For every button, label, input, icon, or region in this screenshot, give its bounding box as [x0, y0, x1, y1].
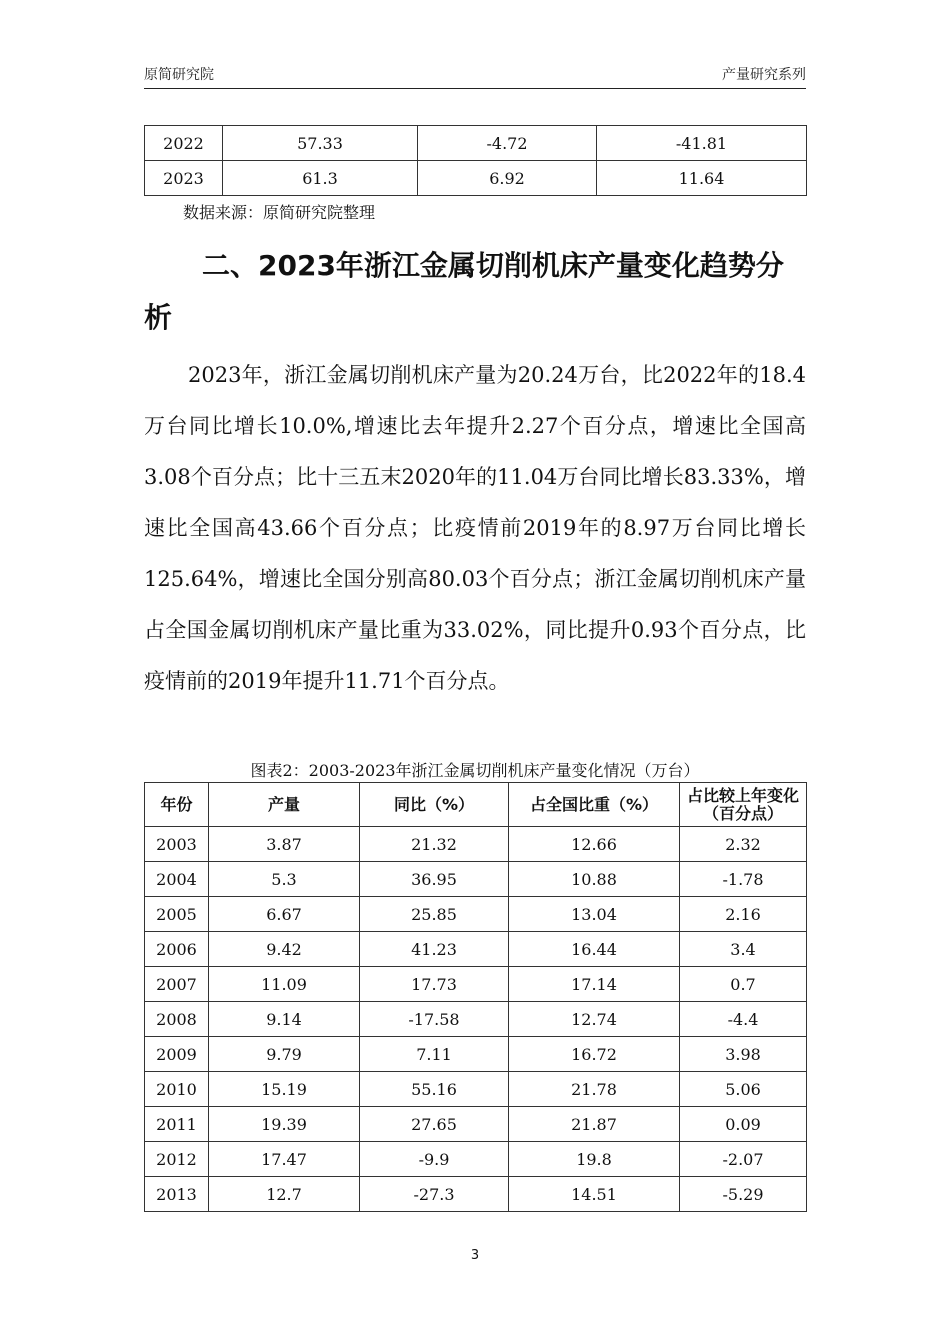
- header-org: 原简研究院: [144, 67, 214, 83]
- table-cell: 2006: [145, 932, 209, 967]
- table-cell: 25.85: [360, 897, 509, 932]
- table-cell: 15.19: [209, 1072, 360, 1107]
- table-cell: 3.98: [680, 1037, 807, 1072]
- table-cell: -17.58: [360, 1002, 509, 1037]
- table-cell: 21.78: [509, 1072, 680, 1107]
- table-cell: 21.87: [509, 1107, 680, 1142]
- table-cell: 11.64: [597, 161, 807, 196]
- table-cell: -27.3: [360, 1177, 509, 1212]
- table-cell: 2011: [145, 1107, 209, 1142]
- table-cell: -2.07: [680, 1142, 807, 1177]
- table-cell: 2009: [145, 1037, 209, 1072]
- table-row: [145, 1002, 807, 1037]
- table-row: [145, 1142, 807, 1177]
- table-cell: -41.81: [597, 126, 807, 161]
- table-cell: 2005: [145, 897, 209, 932]
- table-cell: 2.32: [680, 827, 807, 862]
- table-continued: [144, 125, 807, 196]
- table-cell: 13.04: [509, 897, 680, 932]
- page-number: 3: [470, 1248, 480, 1263]
- table-cell: 6.92: [418, 161, 597, 196]
- table-row: [145, 1107, 807, 1142]
- table-cell: -9.9: [360, 1142, 509, 1177]
- table-row: [145, 827, 807, 862]
- table-cell: 10.88: [509, 862, 680, 897]
- table-row: [145, 1072, 807, 1107]
- table-cell: -4.4: [680, 1002, 807, 1037]
- table-cell: 2004: [145, 862, 209, 897]
- table-cell: 2.16: [680, 897, 807, 932]
- table-cell: 2012: [145, 1142, 209, 1177]
- table-cell: 17.73: [360, 967, 509, 1002]
- table-cell: 57.33: [223, 126, 418, 161]
- body-paragraph: 2023年，浙江金属切削机床产量为20.24万台，比2022年的18.4万台同比增长10.0%,增速比去年提升2.27个百分点，增速比全国高3.08个百分点；比十三五末2020年的11.04万台同比增长83.33%，增速比全国高43.66个百分点；比疫情前2019年的8.97万台同比增长125.64%，增速比全国分别高80.03个百分点；浙江金属切削机床产量占全国金属切削机床产量比重为33.02%，同比提升0.93个百分点，比疫情前的2019年提升11.71个百分点。: [144, 363, 806, 693]
- column-header: 产量: [209, 783, 360, 827]
- table-cell: 17.14: [509, 967, 680, 1002]
- table-cell: 5.06: [680, 1072, 807, 1107]
- table-cell: 9.14: [209, 1002, 360, 1037]
- data-source-note: 数据来源：原简研究院整理: [183, 203, 376, 222]
- table-row: [145, 932, 807, 967]
- table-cell: 2010: [145, 1072, 209, 1107]
- section-heading: 二、2023年浙江金属切削机床产量变化趋势分析: [144, 249, 784, 334]
- table-cell: 6.67: [209, 897, 360, 932]
- table-cell: 12.74: [509, 1002, 680, 1037]
- column-header: 占全国比重（%）: [509, 783, 680, 827]
- table-cell: 2022: [145, 126, 223, 161]
- table-cell: 2003: [145, 827, 209, 862]
- table-row: [145, 1177, 807, 1212]
- table-cell: -5.29: [680, 1177, 807, 1212]
- table-cell: 14.51: [509, 1177, 680, 1212]
- table-cell: 2023: [145, 161, 223, 196]
- table-cell: 5.3: [209, 862, 360, 897]
- table-cell: 21.32: [360, 827, 509, 862]
- table-row: [145, 1037, 807, 1072]
- column-header: 年份: [145, 783, 209, 827]
- table-cell: 7.11: [360, 1037, 509, 1072]
- table-cell: 9.79: [209, 1037, 360, 1072]
- table-cell: 16.44: [509, 932, 680, 967]
- column-header: 占比较上年变化 （百分点）: [680, 783, 807, 827]
- column-header: 同比（%）: [360, 783, 509, 827]
- table-cell: 41.23: [360, 932, 509, 967]
- table-cell: 0.7: [680, 967, 807, 1002]
- table-row: [145, 967, 807, 1002]
- header-series: 产量研究系列: [722, 67, 806, 83]
- table-cell: 2008: [145, 1002, 209, 1037]
- table-cell: 36.95: [360, 862, 509, 897]
- table-cell: 61.3: [223, 161, 418, 196]
- header-divider: [144, 88, 806, 89]
- table-row: [145, 862, 807, 897]
- table-cell: 9.42: [209, 932, 360, 967]
- table-row: [145, 161, 807, 196]
- table2-caption: 图表2：2003-2023年浙江金属切削机床产量变化情况（万台）: [250, 761, 700, 780]
- table-row: [145, 126, 807, 161]
- table-row: [145, 897, 807, 932]
- table-cell: 16.72: [509, 1037, 680, 1072]
- table-cell: 12.7: [209, 1177, 360, 1212]
- table-cell: 12.66: [509, 827, 680, 862]
- table-cell: -4.72: [418, 126, 597, 161]
- table-cell: 3.87: [209, 827, 360, 862]
- table-cell: 17.47: [209, 1142, 360, 1177]
- table-cell: 2013: [145, 1177, 209, 1212]
- table-cell: 27.65: [360, 1107, 509, 1142]
- table-cell: 55.16: [360, 1072, 509, 1107]
- table-cell: 19.8: [509, 1142, 680, 1177]
- table-cell: 11.09: [209, 967, 360, 1002]
- table-cell: -1.78: [680, 862, 807, 897]
- table-cell: 3.4: [680, 932, 807, 967]
- table-cell: 2007: [145, 967, 209, 1002]
- production-table: [144, 782, 807, 1212]
- table-cell: 0.09: [680, 1107, 807, 1142]
- table-cell: 19.39: [209, 1107, 360, 1142]
